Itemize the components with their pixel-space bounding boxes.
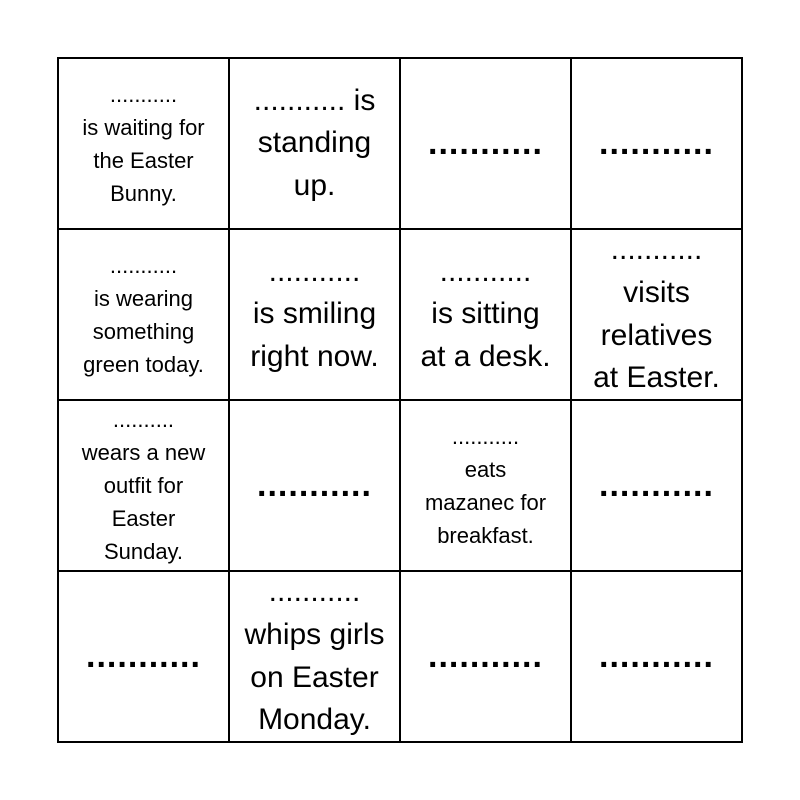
bingo-cell-text: ........... is sitting at a desk. [420, 254, 551, 373]
bingo-cell-text: ........... whips girls on Easter Monday. [244, 575, 385, 737]
bingo-cell-text: ........... [599, 466, 714, 505]
bingo-cell-text: ........... is waiting for the Easter Bunny. [82, 81, 205, 206]
bingo-cell-text: ........... [428, 124, 543, 163]
bingo-cell-text: ........... eats mazanec for breakfast. [424, 423, 547, 548]
bingo-cell-text: ........... [257, 466, 372, 505]
bingo-cell-text: .......... wears a new outfit for Easter Sunday. [81, 407, 206, 564]
bingo-cell-text: ........... [428, 637, 543, 676]
bingo-cell-r1-c2[interactable] [229, 58, 400, 229]
bingo-cell-text: ........... [86, 637, 201, 676]
bingo-cell-text: ........... visits relatives at Easter. [593, 233, 720, 395]
bingo-cell-r2-c1[interactable] [58, 229, 229, 400]
bingo-cell-r2-c4[interactable] [571, 229, 742, 400]
bingo-cell-text: ........... is wearing something green today. [83, 252, 204, 377]
bingo-cell-text: ........... is standing up. [253, 83, 376, 202]
bingo-cell-r3-c2[interactable] [229, 400, 400, 571]
bingo-cell-r2-c2[interactable] [229, 229, 400, 400]
bingo-cell-r3-c3[interactable] [400, 400, 571, 571]
bingo-cell-r3-c4[interactable] [571, 400, 742, 571]
bingo-cell-r3-c1[interactable] [58, 400, 229, 571]
bingo-cell-r1-c4[interactable] [571, 58, 742, 229]
bingo-cell-r4-c2[interactable] [229, 571, 400, 742]
bingo-cell-text: ........... is smiling right now. [250, 254, 379, 373]
bingo-cell-r2-c3[interactable] [400, 229, 571, 400]
bingo-cell-r1-c1[interactable] [58, 58, 229, 229]
bingo-cell-r1-c3[interactable] [400, 58, 571, 229]
bingo-cell-text: ........... [599, 124, 714, 163]
bingo-cell-r4-c1[interactable] [58, 571, 229, 742]
bingo-cell-text: ........... [599, 637, 714, 676]
bingo-cell-r4-c4[interactable] [571, 571, 742, 742]
bingo-cell-r4-c3[interactable] [400, 571, 571, 742]
bingo-board [57, 57, 743, 743]
